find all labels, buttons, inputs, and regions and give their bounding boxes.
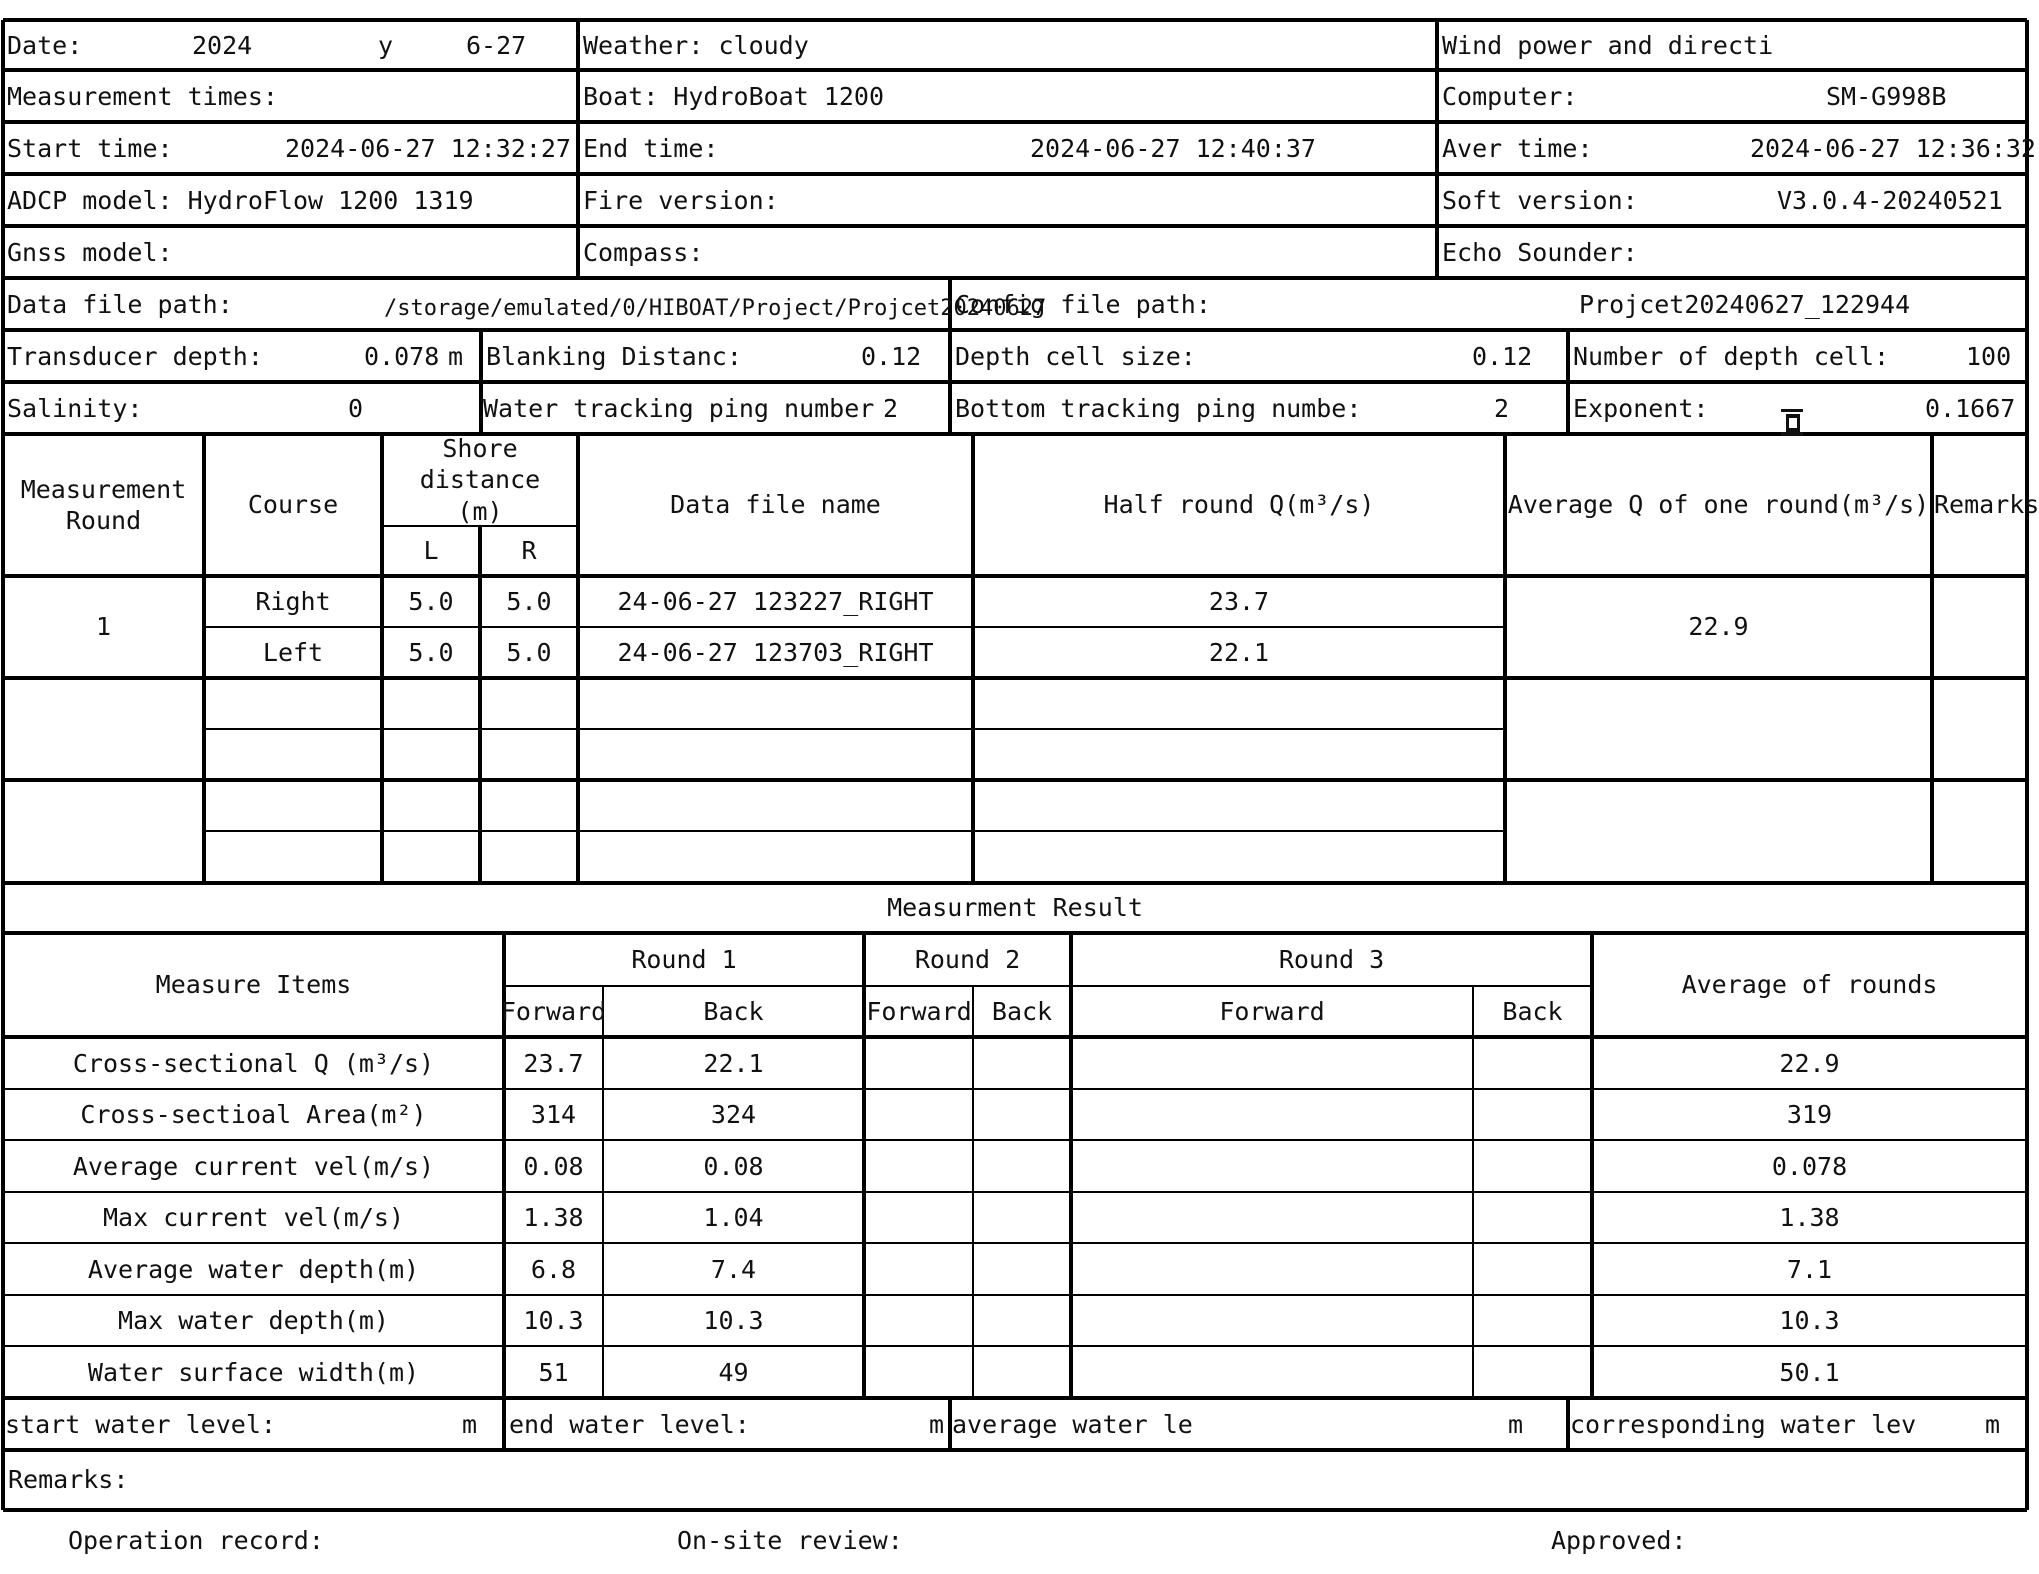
gnss-model: Gnss model: bbox=[7, 237, 173, 267]
result-average: 7.1 bbox=[1786, 1254, 1833, 1284]
result-r1-forward: 51 bbox=[538, 1357, 569, 1387]
num-depth-cell-label: Number of depth cell: bbox=[1573, 341, 1890, 371]
half-round-q-cell: 22.1 bbox=[1208, 638, 1270, 668]
transducer-depth-unit: m bbox=[448, 341, 464, 371]
header-r2-back: Back bbox=[991, 996, 1053, 1026]
end-water-level-cell bbox=[506, 1400, 948, 1449]
header-r2-forward: Forward bbox=[866, 996, 972, 1026]
transducer-depth-cell bbox=[4, 332, 479, 381]
end-time-value: 2024-06-27 12:40:37 bbox=[1030, 133, 1316, 163]
salinity-value: 0 bbox=[348, 393, 364, 423]
course-cell: Right bbox=[255, 587, 331, 617]
computer-label: Computer: bbox=[1442, 81, 1578, 111]
blanking-cell bbox=[483, 332, 948, 381]
date-label: Date: bbox=[7, 30, 83, 60]
end-water-level-label: end water level: bbox=[509, 1409, 750, 1439]
header-remarks: Remarks bbox=[1934, 490, 2039, 520]
data-file-cell: 24-06-27 123703_RIGHT bbox=[617, 638, 934, 668]
num-depth-cell-value: 100 bbox=[1966, 341, 2012, 371]
header-round-1: Round 1 bbox=[631, 944, 737, 974]
header-average-q: Average Q of one round(m³/s) bbox=[1507, 490, 1930, 520]
data-file-path-value: /storage/emulated/0/HIBOAT/Project/Projcet20240627 bbox=[384, 295, 1047, 321]
header-half-round-q: Half round Q(m³/s) bbox=[1103, 490, 1375, 520]
round-average-q: 22.9 bbox=[1688, 612, 1749, 642]
computer-cell bbox=[1439, 72, 2025, 121]
onsite-review-label: On-site review: bbox=[677, 1526, 903, 1555]
bottom-ping-value: 2 bbox=[1494, 393, 1510, 423]
computer-value: SM-G998B bbox=[1826, 81, 1947, 111]
compass: Compass: bbox=[583, 237, 704, 267]
result-r1-back: 1.04 bbox=[703, 1203, 764, 1233]
boat: Boat: HydroBoat 1200 bbox=[583, 81, 885, 111]
soft-version-value: V3.0.4-20240521 bbox=[1777, 185, 2003, 215]
date-month-day: 6-27 bbox=[466, 30, 527, 60]
start-time-cell bbox=[4, 124, 576, 173]
water-ping-label: Water tracking ping number bbox=[483, 393, 875, 423]
depth-cell-size-cell bbox=[952, 332, 1566, 381]
depth-cell-size-label: Depth cell size: bbox=[955, 341, 1196, 371]
result-item: Average current vel(m/s) bbox=[72, 1151, 435, 1181]
average-water-level-unit: m bbox=[1508, 1409, 1524, 1439]
bottom-ping-label: Bottom tracking ping numbe: bbox=[955, 393, 1362, 423]
water-ping-value: 2 bbox=[883, 393, 899, 423]
end-time-label: End time: bbox=[583, 133, 719, 163]
soft-version-label: Soft version: bbox=[1442, 185, 1638, 215]
average-water-level-cell bbox=[952, 1400, 1566, 1449]
header-measurement-round: Measurement Round bbox=[20, 474, 187, 535]
start-water-level-label: start water level: bbox=[5, 1409, 276, 1439]
result-average: 22.9 bbox=[1779, 1048, 1840, 1078]
result-average: 319 bbox=[1786, 1100, 1833, 1130]
result-item: Cross-sectional Q (m³/s) bbox=[72, 1048, 435, 1078]
num-depth-cell-cell bbox=[1570, 332, 2025, 381]
remarks-row: Remarks: bbox=[8, 1465, 129, 1495]
result-r1-back: 7.4 bbox=[710, 1254, 757, 1284]
header-course: Course bbox=[247, 490, 339, 520]
aver-time-label: Aver time: bbox=[1442, 133, 1593, 163]
corresponding-water-level-cell bbox=[1570, 1400, 2025, 1449]
soft-version-cell bbox=[1439, 176, 2025, 225]
aver-time-value: 2024-06-27 12:36:32 bbox=[1750, 133, 2036, 163]
comment-note-icon[interactable] bbox=[1778, 408, 1806, 438]
adcp-model: ADCP model: HydroFlow 1200 1319 bbox=[7, 185, 474, 215]
header-shore-r: R bbox=[521, 536, 537, 566]
salinity-cell bbox=[4, 384, 479, 433]
result-r1-forward: 10.3 bbox=[523, 1306, 584, 1336]
exponent-label: Exponent: bbox=[1573, 393, 1709, 423]
header-average-of-rounds: Average of rounds bbox=[1681, 970, 1938, 1000]
transducer-depth-label: Transducer depth: bbox=[7, 341, 263, 371]
header-r1-forward: Forward bbox=[500, 996, 607, 1026]
date-y: y bbox=[378, 30, 394, 60]
result-r1-back: 0.08 bbox=[703, 1151, 764, 1181]
weather: Weather: cloudy bbox=[583, 30, 809, 60]
data-file-path-label: Data file path: bbox=[7, 289, 233, 319]
result-r1-forward: 1.38 bbox=[523, 1203, 584, 1233]
header-r3-back: Back bbox=[1502, 996, 1563, 1026]
bottom-ping-cell bbox=[952, 384, 1566, 433]
header-r3-forward: Forward bbox=[1219, 996, 1325, 1026]
result-r1-back: 22.1 bbox=[703, 1048, 764, 1078]
result-r1-forward: 6.8 bbox=[530, 1254, 577, 1284]
end-time-cell bbox=[580, 124, 1435, 173]
header-round-3: Round 3 bbox=[1278, 944, 1385, 974]
corresponding-water-level-label: corresponding water lev bbox=[1570, 1409, 1917, 1439]
result-r1-forward: 23.7 bbox=[523, 1048, 584, 1078]
measurement-times: Measurement times: bbox=[7, 81, 278, 111]
data-file-path-cell bbox=[4, 280, 1047, 329]
wind-power: Wind power and directi bbox=[1442, 30, 1774, 60]
result-r1-forward: 0.08 bbox=[523, 1151, 584, 1181]
course-cell: Left bbox=[262, 638, 324, 668]
round-number: 1 bbox=[95, 612, 112, 642]
end-water-level-unit: m bbox=[929, 1409, 945, 1439]
result-item: Max current vel(m/s) bbox=[102, 1203, 405, 1233]
result-r1-back: 324 bbox=[710, 1100, 757, 1130]
shore-l-cell: 5.0 bbox=[408, 638, 454, 668]
header-shore-l: L bbox=[423, 536, 439, 566]
result-item: Max water depth(m) bbox=[118, 1306, 389, 1336]
result-average: 10.3 bbox=[1779, 1306, 1840, 1336]
echo-sounder: Echo Sounder: bbox=[1442, 237, 1638, 267]
config-file-path-label: Config file path: bbox=[955, 289, 1211, 319]
result-item: Average water depth(m) bbox=[87, 1254, 420, 1284]
header-r1-back: Back bbox=[703, 996, 764, 1026]
start-water-level-unit: m bbox=[462, 1409, 478, 1439]
start-time-value: 2024-06-27 12:32:27 bbox=[285, 133, 571, 163]
header-round-2: Round 2 bbox=[914, 944, 1021, 974]
result-item: Cross-sectioal Area(m²) bbox=[80, 1100, 427, 1130]
results-title: Measurment Result bbox=[887, 893, 1143, 923]
start-water-level-cell bbox=[5, 1400, 502, 1449]
date-year: 2024 bbox=[192, 30, 253, 60]
result-average: 50.1 bbox=[1779, 1357, 1840, 1387]
header-measure-items: Measure Items bbox=[155, 970, 352, 1000]
half-round-q-cell: 23.7 bbox=[1208, 587, 1270, 617]
header-shore-distance: Shore distance (m) bbox=[419, 434, 571, 526]
shore-r-cell: 5.0 bbox=[506, 587, 552, 617]
result-average: 1.38 bbox=[1779, 1203, 1840, 1233]
result-average: 0.078 bbox=[1771, 1151, 1848, 1181]
blanking-value: 0.12 bbox=[861, 341, 922, 371]
config-file-path-cell bbox=[952, 280, 2025, 329]
average-water-level-label: average water le bbox=[952, 1409, 1193, 1439]
depth-cell-size-value: 0.12 bbox=[1472, 341, 1533, 371]
fire-version: Fire version: bbox=[583, 185, 779, 215]
exponent-value: 0.1667 bbox=[1925, 393, 2016, 423]
shore-l-cell: 5.0 bbox=[408, 587, 454, 617]
transducer-depth-value: 0.078 bbox=[364, 341, 440, 371]
measurement-report-sheet bbox=[0, 18, 2039, 1513]
salinity-label: Salinity: bbox=[7, 393, 143, 423]
corresponding-water-level-unit: m bbox=[1985, 1409, 2001, 1439]
water-ping-cell bbox=[483, 384, 948, 433]
result-r1-back: 10.3 bbox=[703, 1306, 764, 1336]
data-file-cell: 24-06-27 123227_RIGHT bbox=[617, 587, 934, 617]
header-data-file-name: Data file name bbox=[670, 490, 881, 520]
operation-record-label: Operation record: bbox=[68, 1526, 324, 1555]
config-file-path-value: Projcet20240627_122944 bbox=[1579, 289, 1911, 319]
start-time-label: Start time: bbox=[7, 133, 173, 163]
aver-time-cell bbox=[1439, 124, 2036, 173]
shore-r-cell: 5.0 bbox=[506, 638, 552, 668]
blanking-label: Blanking Distanc: bbox=[486, 341, 742, 371]
result-r1-back: 49 bbox=[718, 1357, 749, 1387]
result-item: Water surface width(m) bbox=[87, 1357, 420, 1387]
date-cell bbox=[4, 22, 576, 69]
approved-label: Approved: bbox=[1551, 1526, 1687, 1555]
result-r1-forward: 314 bbox=[530, 1100, 577, 1130]
